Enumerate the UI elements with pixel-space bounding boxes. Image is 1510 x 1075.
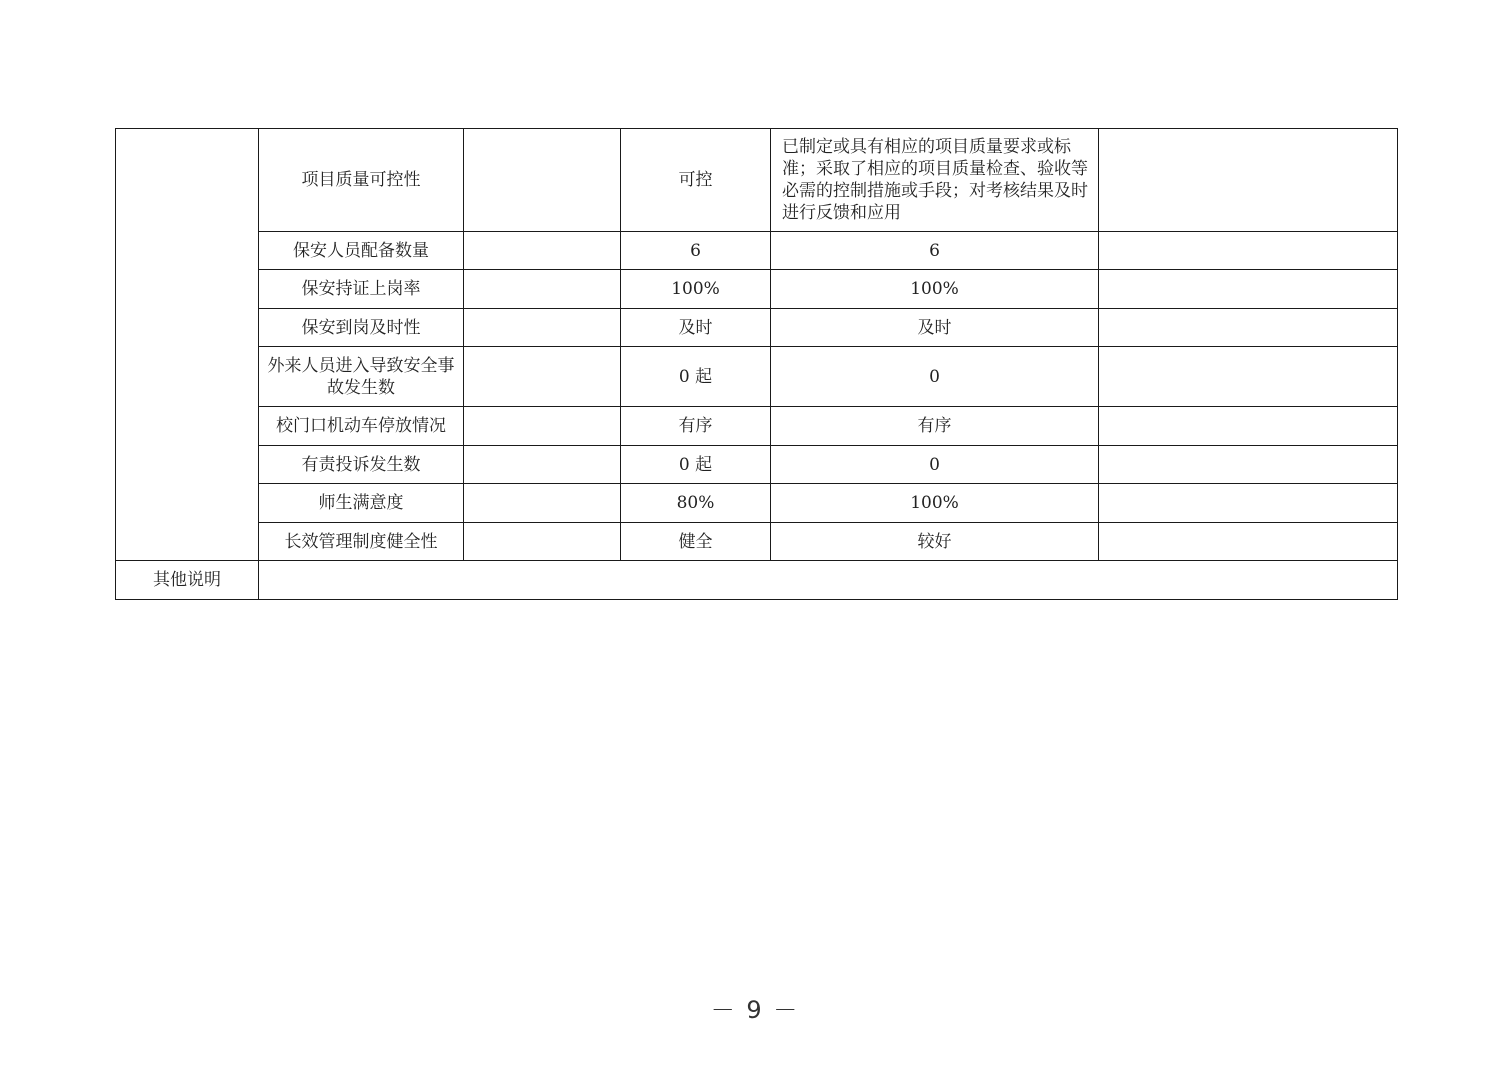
indicator-name: 保安持证上岗率 [259, 270, 464, 309]
actual-value: 0 [771, 446, 1099, 484]
target-value: 健全 [621, 523, 771, 561]
table-row [116, 129, 1398, 232]
empty-cell [464, 309, 621, 347]
remark-cell [1099, 347, 1398, 407]
remark-cell [1099, 523, 1398, 561]
other-notes-row [116, 561, 1398, 600]
empty-cell [464, 232, 621, 270]
remark-cell [1099, 484, 1398, 523]
indicator-name: 师生满意度 [259, 484, 464, 523]
actual-value: 有序 [771, 407, 1099, 446]
category-cell [116, 129, 259, 561]
table-row [116, 270, 1398, 309]
remark-cell [1099, 232, 1398, 270]
empty-cell [464, 347, 621, 407]
table-row [116, 232, 1398, 270]
indicator-name: 有责投诉发生数 [259, 446, 464, 484]
table-row [116, 347, 1398, 407]
actual-value: 100% [771, 270, 1099, 309]
empty-cell [464, 129, 621, 232]
table-row [116, 309, 1398, 347]
actual-value: 0 [771, 347, 1099, 407]
indicator-name: 长效管理制度健全性 [259, 523, 464, 561]
target-value: 6 [621, 232, 771, 270]
actual-value: 100% [771, 484, 1099, 523]
actual-value: 及时 [771, 309, 1099, 347]
remark-cell [1099, 446, 1398, 484]
indicator-name: 外来人员进入导致安全事故发生数 [259, 347, 464, 407]
indicator-name: 保安人员配备数量 [259, 232, 464, 270]
remark-cell [1099, 407, 1398, 446]
other-notes-value [259, 561, 1398, 600]
actual-value: 6 [771, 232, 1099, 270]
empty-cell [464, 446, 621, 484]
remark-cell [1099, 270, 1398, 309]
other-notes-label: 其他说明 [116, 561, 259, 600]
table-row [116, 407, 1398, 446]
actual-value: 已制定或具有相应的项目质量要求或标准；采取了相应的项目质量检查、验收等必需的控制措施或手段；对考核结果及时进行反馈和应用 [771, 129, 1099, 232]
remark-cell [1099, 129, 1398, 232]
table-row [116, 446, 1398, 484]
target-value: 有序 [621, 407, 771, 446]
empty-cell [464, 407, 621, 446]
target-value: 100% [621, 270, 771, 309]
empty-cell [464, 270, 621, 309]
actual-value: 较好 [771, 523, 1099, 561]
table-row [116, 523, 1398, 561]
table-row [116, 484, 1398, 523]
page-number: － 9 － [710, 996, 800, 1024]
remark-cell [1099, 309, 1398, 347]
target-value: 0 起 [621, 446, 771, 484]
indicator-name: 保安到岗及时性 [259, 309, 464, 347]
target-value: 及时 [621, 309, 771, 347]
empty-cell [464, 484, 621, 523]
target-value: 0 起 [621, 347, 771, 407]
indicator-table [115, 128, 1398, 600]
target-value: 可控 [621, 129, 771, 232]
target-value: 80% [621, 484, 771, 523]
indicator-name: 项目质量可控性 [259, 129, 464, 232]
indicator-name: 校门口机动车停放情况 [259, 407, 464, 446]
empty-cell [464, 523, 621, 561]
